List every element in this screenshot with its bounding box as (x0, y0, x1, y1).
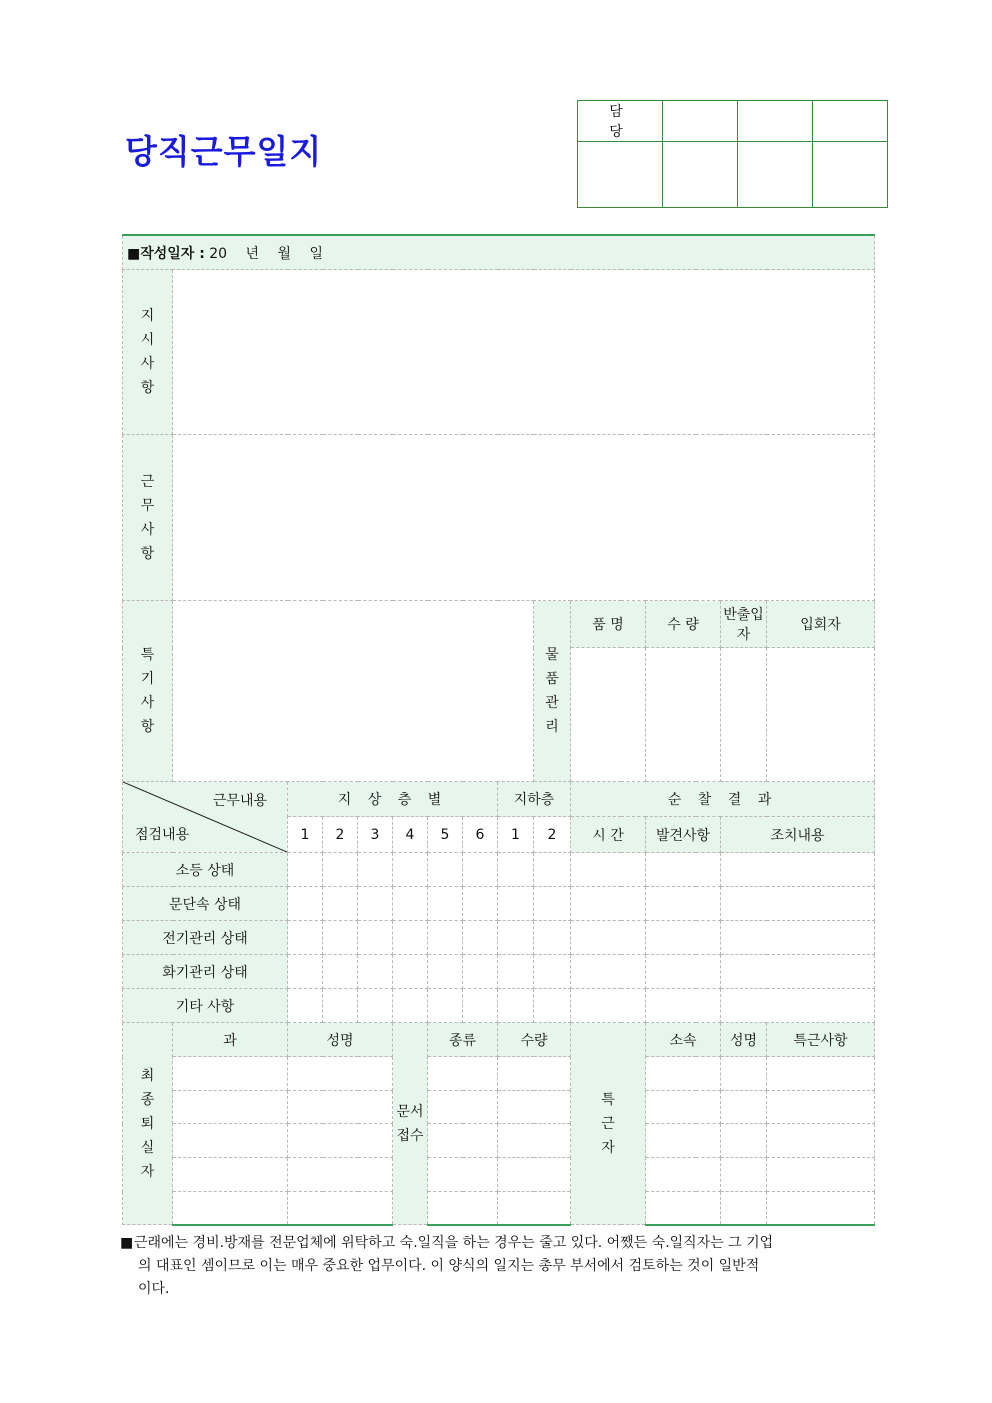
check-cell[interactable] (323, 921, 358, 955)
check-cell[interactable] (534, 887, 571, 921)
goods-header-name: 품 명 (571, 601, 646, 648)
check-cell[interactable] (428, 887, 463, 921)
check-cell[interactable] (463, 989, 498, 1023)
last-exit-label: 최 종 퇴 실 자 (123, 1023, 173, 1225)
special-worker-label: 특 근 자 (571, 1023, 646, 1225)
doc-receipt-label: 문서 접수 (393, 1023, 428, 1225)
patrol-cell[interactable] (646, 955, 721, 989)
goods-label: 물 품 관 리 (534, 601, 571, 782)
instructions-area[interactable] (173, 270, 875, 435)
patrol-cell[interactable] (721, 989, 875, 1023)
check-cell[interactable] (498, 955, 534, 989)
patrol-cell[interactable] (571, 921, 646, 955)
floor-number: 3 (358, 817, 393, 853)
exit-dept-header: 과 (173, 1023, 288, 1057)
check-row-label: 소등 상태 (123, 853, 288, 887)
check-cell[interactable] (498, 989, 534, 1023)
check-cell[interactable] (463, 921, 498, 955)
sw-cell[interactable] (646, 1124, 721, 1158)
exit-cell[interactable] (173, 1124, 288, 1158)
doc-cell[interactable] (428, 1124, 498, 1158)
signature-cell[interactable] (578, 142, 663, 208)
exit-cell[interactable] (288, 1091, 393, 1124)
sw-cell[interactable] (767, 1158, 875, 1192)
check-cell[interactable] (288, 921, 323, 955)
exit-cell[interactable] (288, 1057, 393, 1091)
exit-cell[interactable] (288, 1158, 393, 1192)
doc-cell[interactable] (498, 1057, 571, 1091)
special-label: 특 기 사 항 (123, 601, 173, 782)
date-label: ■작성일자 : (127, 245, 205, 262)
check-cell[interactable] (393, 989, 428, 1023)
goods-cell[interactable] (646, 648, 721, 782)
approval-cell[interactable] (738, 101, 813, 142)
patrol-cell[interactable] (646, 921, 721, 955)
date-text: 20 년 월 일 (209, 245, 323, 262)
special-area[interactable] (173, 601, 534, 782)
check-cell[interactable] (463, 853, 498, 887)
floor-number: 4 (393, 817, 428, 853)
check-cell[interactable] (463, 955, 498, 989)
patrol-finding-header: 발견사항 (646, 817, 721, 853)
check-cell[interactable] (498, 853, 534, 887)
check-cell[interactable] (358, 955, 393, 989)
check-cell[interactable] (428, 989, 463, 1023)
basement-number: 2 (534, 817, 571, 853)
goods-header-carrier: 반출입자 (721, 601, 767, 648)
goods-cell[interactable] (571, 648, 646, 782)
goods-header-qty: 수 량 (646, 601, 721, 648)
doc-cell[interactable] (498, 1124, 571, 1158)
patrol-cell[interactable] (571, 955, 646, 989)
check-cell[interactable] (323, 853, 358, 887)
duty-label: 근 무 사 항 (123, 435, 173, 601)
date-field[interactable] (123, 235, 875, 270)
exit-cell[interactable] (173, 1057, 288, 1091)
check-cell[interactable] (534, 989, 571, 1023)
sw-name-header: 성명 (721, 1023, 767, 1057)
sw-cell[interactable] (721, 1091, 767, 1124)
check-cell[interactable] (393, 921, 428, 955)
exit-cell[interactable] (173, 1091, 288, 1124)
doc-cell[interactable] (428, 1091, 498, 1124)
doc-cell[interactable] (498, 1192, 571, 1225)
check-cell[interactable] (428, 921, 463, 955)
check-row-label: 기타 사항 (123, 989, 288, 1023)
patrol-cell[interactable] (571, 989, 646, 1023)
duty-area[interactable] (173, 435, 875, 601)
doc-cell[interactable] (428, 1057, 498, 1091)
patrol-cell[interactable] (646, 989, 721, 1023)
check-cell[interactable] (463, 887, 498, 921)
sw-note-header: 특근사항 (767, 1023, 875, 1057)
approval-box (577, 100, 888, 208)
exit-cell[interactable] (173, 1192, 288, 1225)
check-cell[interactable] (358, 887, 393, 921)
note-line1: 근래에는 경비.방재를 전문업체에 위탁하고 숙.일직을 하는 경우는 줄고 있다. 어쨌든 숙.일직자는 그 기업 (134, 1235, 774, 1251)
check-cell[interactable] (358, 921, 393, 955)
check-cell[interactable] (323, 887, 358, 921)
patrol-cell[interactable] (646, 887, 721, 921)
patrol-header: 순 찰 결 과 (571, 782, 875, 817)
exit-cell[interactable] (288, 1124, 393, 1158)
sw-cell[interactable] (721, 1124, 767, 1158)
doc-cell[interactable] (428, 1158, 498, 1192)
basement-header: 지하층 (498, 782, 571, 817)
check-row-label: 화기관리 상태 (123, 955, 288, 989)
floor-number: 1 (288, 817, 323, 853)
check-cell[interactable] (393, 887, 428, 921)
sw-cell[interactable] (721, 1057, 767, 1091)
approval-cell[interactable] (663, 101, 738, 142)
floor-number: 5 (428, 817, 463, 853)
note-line3: 이다. (138, 1281, 170, 1297)
approval-cell[interactable] (813, 101, 888, 142)
duty-log-form (122, 234, 875, 1226)
signature-cell[interactable] (663, 142, 738, 208)
sw-cell[interactable] (767, 1124, 875, 1158)
check-cell[interactable] (428, 955, 463, 989)
doc-type-header: 종류 (428, 1023, 498, 1057)
check-cell[interactable] (534, 955, 571, 989)
sw-cell[interactable] (721, 1158, 767, 1192)
diagonal-header (123, 782, 288, 853)
sw-cell[interactable] (646, 1057, 721, 1091)
doc-cell[interactable] (498, 1158, 571, 1192)
sw-cell[interactable] (721, 1192, 767, 1225)
doc-qty-header: 수량 (498, 1023, 571, 1057)
note-line2: 의 대표인 셈이므로 이는 매우 중요한 업무이다. 이 양식의 일지는 총무 부서에서 검토하는 것이 일반적 (138, 1258, 760, 1274)
check-cell[interactable] (534, 853, 571, 887)
check-row-label: 문단속 상태 (123, 887, 288, 921)
patrol-cell[interactable] (571, 887, 646, 921)
approval-label: 담 당 (578, 101, 663, 142)
exit-name-header: 성명 (288, 1023, 393, 1057)
page-title: 당직근무일지 (125, 132, 323, 171)
check-cell[interactable] (288, 853, 323, 887)
doc-cell[interactable] (428, 1192, 498, 1225)
sw-dept-header: 소속 (646, 1023, 721, 1057)
check-cell[interactable] (288, 989, 323, 1023)
goods-cell[interactable] (721, 648, 767, 782)
patrol-cell[interactable] (646, 853, 721, 887)
patrol-action-header: 조치내용 (721, 817, 875, 853)
floors-header: 지 상 층 별 (288, 782, 498, 817)
footnote (120, 1232, 874, 1301)
patrol-time-header: 시 간 (571, 817, 646, 853)
sw-cell[interactable] (646, 1158, 721, 1192)
signature-cell[interactable] (813, 142, 888, 208)
check-cell[interactable] (393, 955, 428, 989)
goods-header-witness: 입회자 (767, 601, 875, 648)
goods-cell[interactable] (767, 648, 875, 782)
check-cell[interactable] (534, 921, 571, 955)
check-cell[interactable] (358, 853, 393, 887)
diag-bottom-label: 점검내용 (135, 827, 190, 843)
patrol-cell[interactable] (721, 853, 875, 887)
instructions-label: 지 시 사 항 (123, 270, 173, 435)
bullet-square: ■ (120, 1235, 134, 1251)
doc-cell[interactable] (498, 1091, 571, 1124)
exit-cell[interactable] (173, 1158, 288, 1192)
floor-number: 6 (463, 817, 498, 853)
signature-cell[interactable] (738, 142, 813, 208)
sw-cell[interactable] (767, 1192, 875, 1225)
patrol-cell[interactable] (721, 955, 875, 989)
patrol-cell[interactable] (721, 887, 875, 921)
floor-number: 2 (323, 817, 358, 853)
check-cell[interactable] (428, 853, 463, 887)
check-cell[interactable] (288, 955, 323, 989)
sw-cell[interactable] (767, 1057, 875, 1091)
diag-top-label: 근무내용 (212, 793, 267, 809)
patrol-cell[interactable] (721, 921, 875, 955)
exit-cell[interactable] (288, 1192, 393, 1225)
check-cell[interactable] (358, 989, 393, 1023)
patrol-cell[interactable] (571, 853, 646, 887)
check-cell[interactable] (498, 887, 534, 921)
check-cell[interactable] (498, 921, 534, 955)
check-cell[interactable] (323, 955, 358, 989)
check-cell[interactable] (288, 887, 323, 921)
basement-number: 1 (498, 817, 534, 853)
sw-cell[interactable] (767, 1091, 875, 1124)
sw-cell[interactable] (646, 1192, 721, 1225)
check-row-label: 전기관리 상태 (123, 921, 288, 955)
check-cell[interactable] (323, 989, 358, 1023)
check-cell[interactable] (393, 853, 428, 887)
sw-cell[interactable] (646, 1091, 721, 1124)
